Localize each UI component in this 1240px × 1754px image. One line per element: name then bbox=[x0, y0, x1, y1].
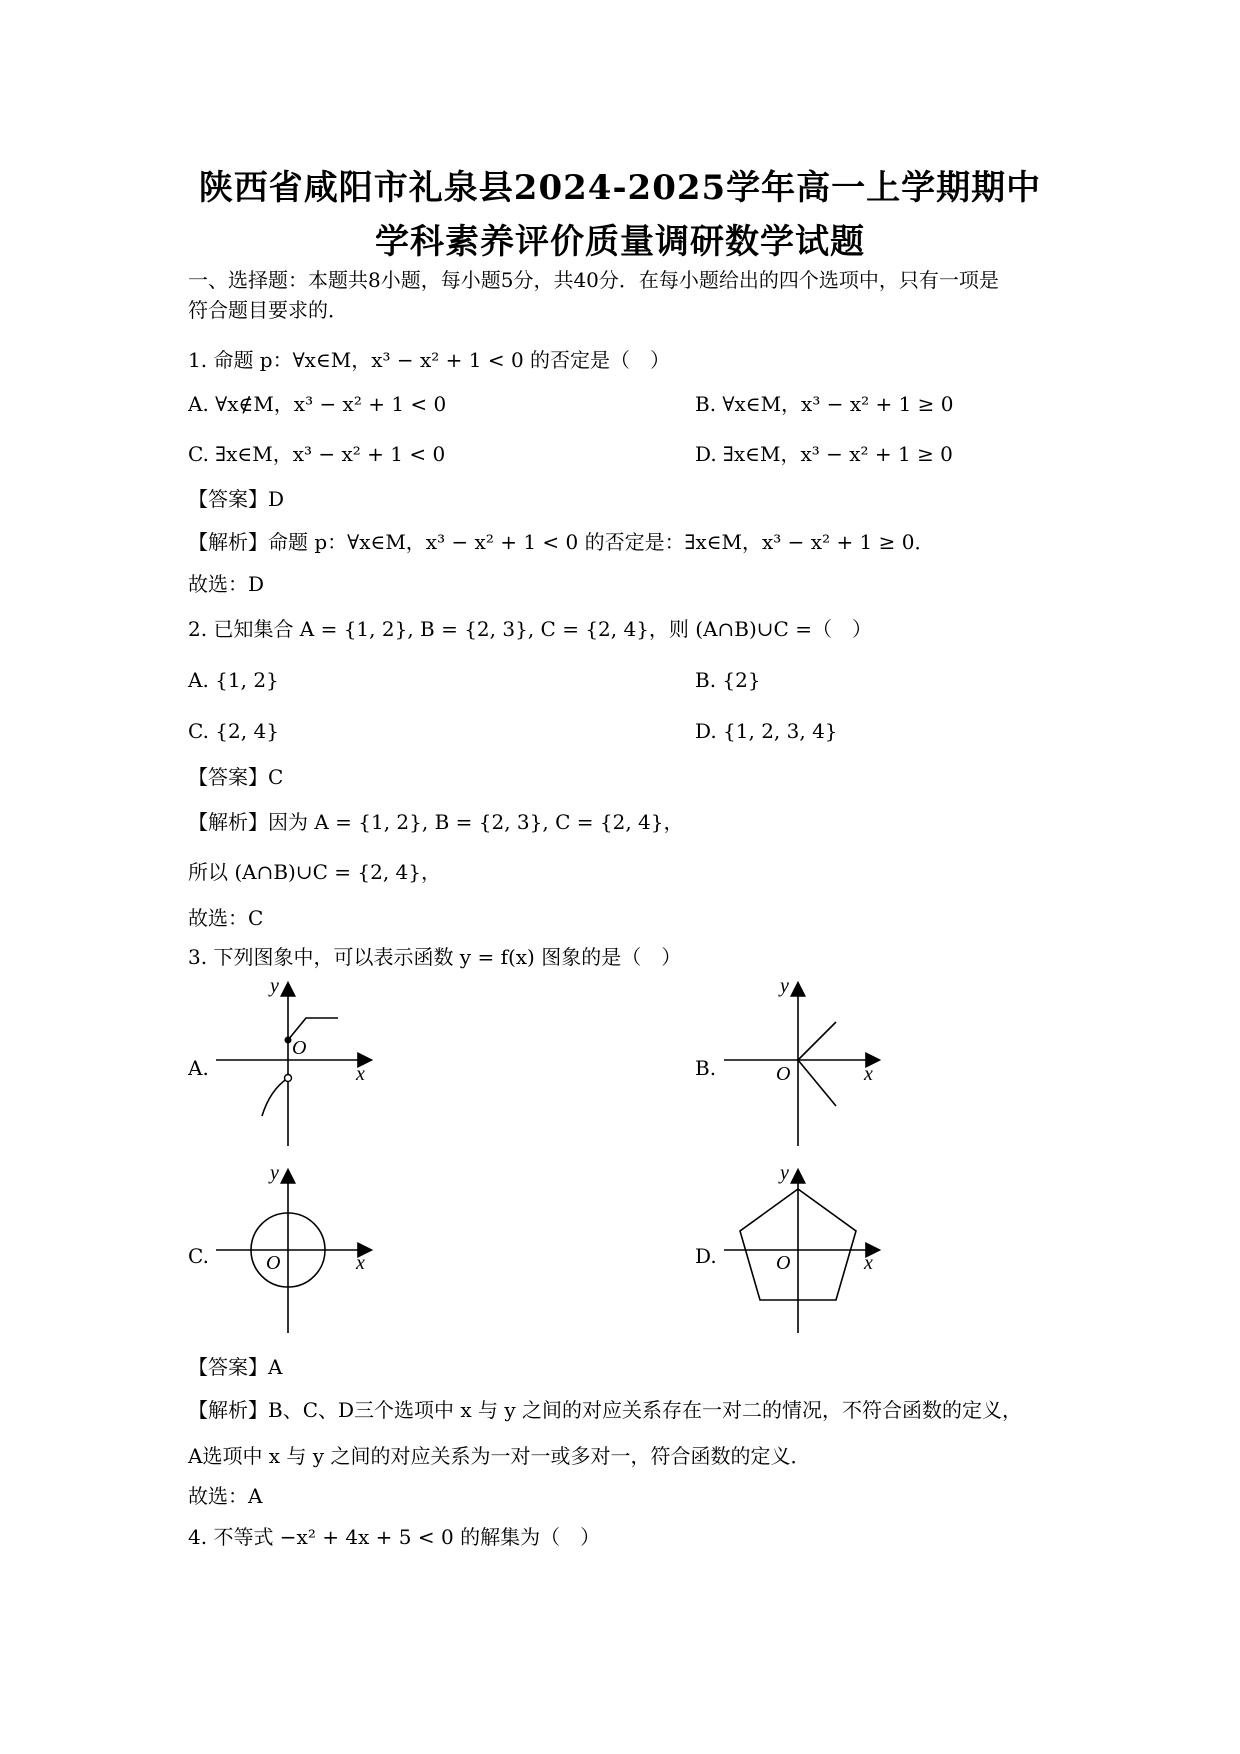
q3-label-b: B. bbox=[695, 1056, 717, 1080]
x-axis-label: x bbox=[864, 1252, 873, 1274]
q3-graph-d bbox=[718, 1165, 888, 1335]
origin-label: O bbox=[266, 1252, 281, 1274]
upper-ray bbox=[798, 1022, 836, 1060]
y-axis-label: y bbox=[270, 978, 279, 997]
q2-option-b: B. {2} bbox=[695, 668, 761, 692]
q3-analysis-line2: A选项中 x 与 y 之间的对应关系为一对一或多对一，符合函数的定义． bbox=[188, 1444, 811, 1468]
q3-graph-b bbox=[718, 978, 888, 1148]
lower-branch bbox=[262, 1078, 288, 1116]
q1-option-d: D. ∃x∈M，x³ − x² + 1 ≥ 0 bbox=[695, 442, 953, 466]
q3-choose: 故选：A bbox=[188, 1484, 263, 1508]
solid-point bbox=[285, 1037, 292, 1044]
q3-label-a: A. bbox=[188, 1056, 209, 1080]
x-axis-label: x bbox=[356, 1063, 365, 1085]
q2-option-c: C. {2, 4} bbox=[188, 719, 279, 743]
q2-answer: 【答案】C bbox=[188, 765, 284, 789]
q3-analysis-line1: 【解析】B、C、D三个选项中 x 与 y 之间的对应关系存在一对二的情况，不符合函数的定义， bbox=[188, 1398, 1023, 1422]
q3-answer: 【答案】A bbox=[188, 1355, 283, 1379]
x-axis-label: x bbox=[864, 1063, 873, 1085]
y-axis-label: y bbox=[780, 1165, 789, 1184]
q2-analysis-line1: 【解析】因为 A = {1, 2}, B = {2, 3}, C = {2, 4}， bbox=[188, 810, 684, 834]
q1-stem: 1. 命题 p：∀x∈M，x³ − x² + 1 < 0 的否定是（ ） bbox=[188, 348, 671, 372]
y-axis-label: y bbox=[270, 1165, 279, 1184]
y-axis-label: y bbox=[780, 978, 789, 997]
lower-ray bbox=[798, 1060, 836, 1106]
q3-label-d: D. bbox=[695, 1244, 717, 1268]
q1-answer: 【答案】D bbox=[188, 487, 285, 511]
q1-option-b: B. ∀x∈M，x³ − x² + 1 ≥ 0 bbox=[695, 392, 954, 416]
q2-choose: 故选：C bbox=[188, 906, 264, 930]
q1-choose: 故选：D bbox=[188, 572, 265, 596]
q3-graph-a bbox=[210, 978, 380, 1148]
section-intro-line1: 一、选择题：本题共8小题，每小题5分，共40分．在每小题给出的四个选项中，只有一项是 bbox=[188, 268, 999, 292]
page-title-line2: 学科素养评价质量调研数学试题 bbox=[375, 222, 865, 262]
section-intro-line2: 符合题目要求的． bbox=[188, 298, 348, 322]
origin-label: O bbox=[292, 1037, 307, 1059]
q2-option-a: A. {1, 2} bbox=[188, 668, 279, 692]
q3-stem: 3. 下列图象中，可以表示函数 y = f(x) 图象的是（ ） bbox=[188, 945, 682, 969]
hollow-point bbox=[285, 1075, 292, 1082]
q2-analysis-line2: 所以 (A∩B)∪C = {2, 4}， bbox=[188, 860, 442, 884]
q1-option-c: C. ∃x∈M，x³ − x² + 1 < 0 bbox=[188, 442, 446, 466]
q2-stem: 2. 已知集合 A = {1, 2}, B = {2, 3}, C = {2, 4}，则 (A∩B)∪C =（ ） bbox=[188, 617, 872, 641]
origin-label: O bbox=[776, 1063, 791, 1085]
page-title-line1: 陕西省咸阳市礼泉县2024-2025学年高一上学期期中 bbox=[198, 168, 1042, 208]
q1-option-a: A. ∀x∉M，x³ − x² + 1 < 0 bbox=[188, 392, 447, 416]
origin-label: O bbox=[776, 1252, 791, 1274]
x-axis-label: x bbox=[356, 1252, 365, 1274]
q2-option-d: D. {1, 2, 3, 4} bbox=[695, 719, 838, 743]
q1-analysis: 【解析】命题 p：∀x∈M，x³ − x² + 1 < 0 的否定是：∃x∈M，x³ − x² + 1 ≥ 0． bbox=[188, 530, 935, 554]
q3-graph-c bbox=[210, 1165, 380, 1335]
q4-stem: 4. 不等式 −x² + 4x + 5 < 0 的解集为（ ） bbox=[188, 1525, 601, 1549]
q3-label-c: C. bbox=[188, 1244, 209, 1268]
